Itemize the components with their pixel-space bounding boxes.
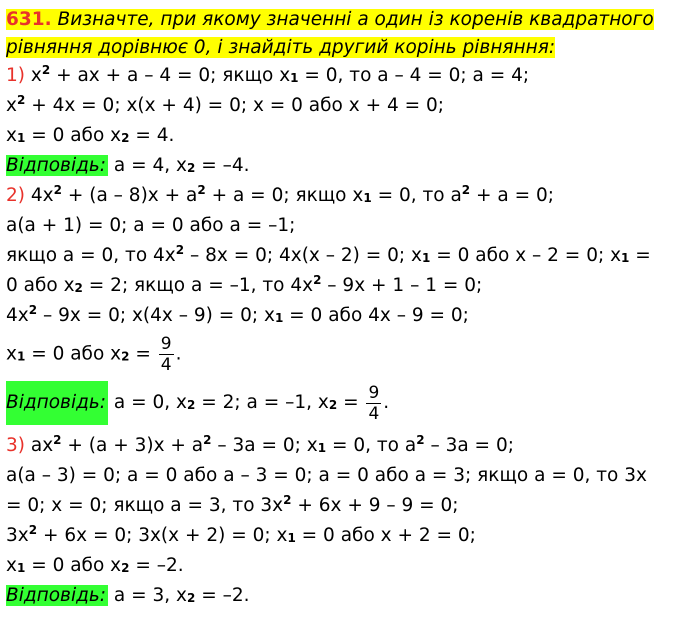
p1-label: 1) [6, 65, 25, 86]
p2-line-5: $4x^2 - 9x = 0$; x(4x – 9) = 0; $x_1 = 0$ або 4x – 9 = 0; [6, 303, 469, 326]
p2-answer-label: Відповідь: [6, 381, 108, 425]
p1-line-3: $x_1 = 0$ або $x_2 = 4$. [6, 125, 175, 146]
p1-answer-label: Відповідь: [6, 155, 107, 176]
p2-answer: Відповідь: a = 0, $x_2 = 2$; a = –1, $x_2$ = $\frac{9}{4}$ . [6, 382, 390, 424]
p2-line-3: якщо a = 0, то $4x^2 - 8x = 0$; 4x(x – 2) = 0; $x_1 = 0$ або x – 2 = 0; $x_1$ = [6, 243, 651, 266]
p2-label: 2) [6, 185, 25, 206]
task-number: 631. [6, 9, 52, 30]
task-statement-line-2 [6, 36, 555, 60]
p2-line-4: 0 або $x_2 = 2$; якщо a = –1, то $4x^2 - 9x + 1 - 1 = 0$; [6, 273, 483, 296]
p3-line-2: a(a – 3) = 0; a = 0 або a – 3 = 0; a = 0 або a = 3; якщо a = 0, то 3x [6, 465, 647, 486]
p1-answer: Відповідь: a = 4, $x_2 = -4$. [6, 155, 250, 176]
task-heading [6, 8, 654, 32]
p3-line-3: = 0; x = 0; якщо a = 3, то $3x^2 + 6x + 9 - 9 = 0$; [6, 493, 459, 516]
p2-fraction: $\frac{9}{4}$ [160, 334, 172, 375]
p3-answer: Відповідь: a = 3, $x_2 = -2$. [6, 585, 250, 606]
p1-line-2: $x^2 + 4x = 0$; x(x + 4) = 0; x = 0 або x + 4 = 0; [6, 93, 445, 116]
p3-line-1: 3) $ax^2 + (a + 3)x + a^2 - 3a = 0$; $x_1 = 0$, то $a^2 - 3a = 0$; [6, 433, 514, 456]
p3-answer-label: Відповідь: [6, 585, 107, 606]
p3-label: 3) [6, 435, 25, 456]
p2-line-6: $x_1 = 0$ або $x_2$ = $\frac{9}{4}$ . [6, 334, 182, 375]
p3-line-4: $3x^2 + 6x = 0$; 3x(x + 2) = 0; $x_1 = 0$ або x + 2 = 0; [6, 523, 476, 546]
p2-line-1: 2) $4x^2 + (a - 8)x + a^2 + a = 0$; якщо $x_1 = 0$, то $a^2 + a = 0$; [6, 183, 555, 206]
task-statement-2: рівняння дорівнює 0, і знайдіть другий корінь рівняння: [6, 37, 556, 58]
p3-line-5: $x_1 = 0$ або $x_2 = -2$. [6, 555, 184, 576]
p1-line-1: 1) $x^2$ + ax + a – 4 = 0; якщо $x_1 = 0$, то a – 4 = 0; a = 4; [6, 63, 530, 86]
p2-answer-fraction: $\frac{9}{4}$ [368, 382, 380, 424]
p2-line-2: a(a + 1) = 0; a = 0 або a = –1; [6, 215, 296, 236]
task-statement-1: Визначте, при якому значенні a один із коренів квадратного [51, 9, 654, 30]
